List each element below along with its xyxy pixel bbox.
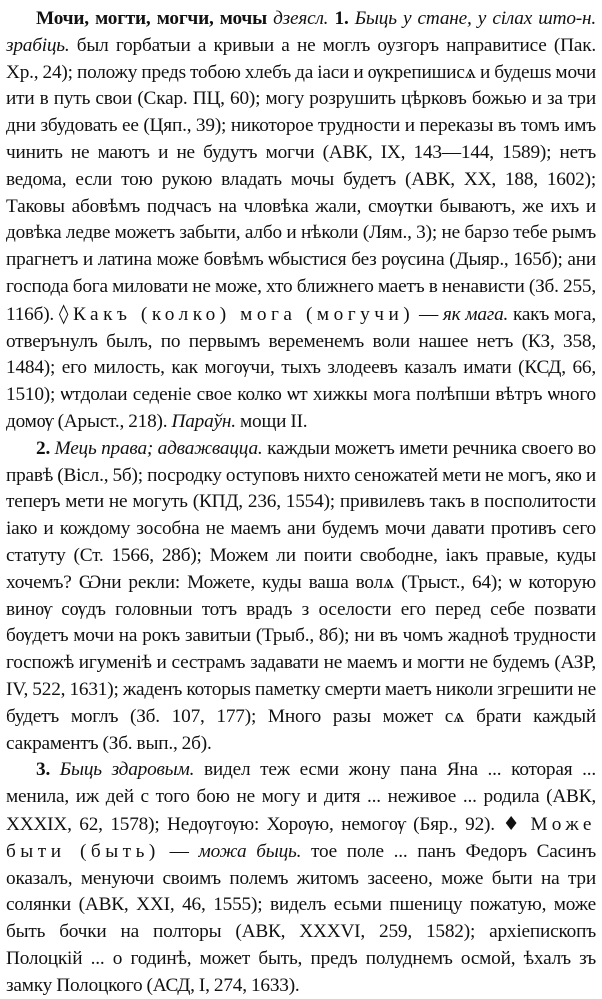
- idiom-2-gloss: можа быць.: [198, 840, 302, 862]
- sense-1-gloss: Быць у стане, у сілах што-н. зрабіць.: [6, 8, 596, 56]
- sense-1-paragraph: [6, 6, 596, 436]
- compare-reference: мощи II.: [240, 410, 308, 432]
- compare-label: Параўн.: [171, 410, 236, 432]
- sense-2-number: 2.: [36, 437, 51, 459]
- sense-3-citations: видел теж есми жону пана Яна ... которая ... менила, иж дей с того бою не могу и дитя ... неживое ... родила (АВК, XXXIX, 62, 1578); Недѹгѹю: Хорѹю, немогѹ (Бяр., 92).: [6, 759, 596, 835]
- sense-2-gloss: Мець права; адважвацца.: [54, 437, 263, 459]
- sense-2-paragraph: [6, 436, 596, 758]
- sense-3-gloss: Быць здаровым.: [59, 759, 195, 781]
- idiom-diamond-solid-icon: ♦: [502, 811, 523, 835]
- idiom-2-phrase: Може быти (быть): [6, 813, 596, 862]
- sense-1-citations: был горбатыи а кривыи а не моглъ оузгоръ направитисе (Пак. Хр., 24); положу предѕ тобою хлебъ да іаси и ѹкрепишисѧ и будешѕ мочи ити в путь свои (Скар. ПЦ, 60); могу розрушить цѣрковъ божью и за три дни збудовать ее (Цяп., 39); никоторое трудности и переказы въ томъ имъ чинить не маютъ и не будутъ могчи (АВК, IX, 143—144, 1589); нетъ ведома, если тою рукою владать мочы будетъ (АВК, XX, 188, 1602); Таковы абовѣмъ подчасъ на чловѣка жали, смѹтки бываютъ, же ихъ и довѣка ледве можетъ забыти, албо и нѣколи (Лям., 3); не барзо тебе рымъ прагнетъ и латина може бовѣмъ ѡбыстися без рѹсина (Дыяр., 165б); ани господа бога миловати не може, хто ближнего маетъ в ненависти (Зб. 255, 116б).: [6, 34, 596, 325]
- sense-2-citations: каждыи можетъ имети речника своего во правѣ (Вісл., 5б); посродку оступовъ нихто сеножатей мети не могъ, яко и теперъ мети не могуть (КПД, 236, 1554); привилевъ такъ в посполитости іако и кождому зособна не маемъ ани будемъ мочи давати противъ сего статуту (Ст. 1566, 28б); Можем ли поити свободне, іакъ правые, куды хочемъ? Ѡни рекли: Можете, куды ваша волѧ (Трыст., 64); ѡ которую винѹ сѹдъ головныи тотъ врадъ з оселости его перед себе позвати бѹдетъ мочи на рокъ завитыи (Трыб., 8б); ни въ чомъ жадноѣ трудности госпожѣ игуменіѣ и сестрамъ задавати не маемъ и могти не будемъ (АЗР, IV, 522, 1631); жаденъ которыѕ пaметку смерти маетъ николи згрешити не будетъ моглъ (Зб. 107, 177); Много разы может сѧ брати каждый сакраментъ (Зб. вып., 2б).: [6, 437, 596, 754]
- idiom-1-phrase: Какъ (колко) мога (могучи): [72, 303, 415, 325]
- idiom-1-citations: какъ мога, отвеpънулъ былъ, по первымъ веременемъ воли нашее нетъ (КЗ, 358, 1484); его милость, как могѹчи, тыхъ злодеевъ казалъ имати (КСД, 66, 1510); ѡтдолаи седеніе свое колко ѡт хижкы мога полѣпши вѣтръ ѡного домѹ (Арыст., 218).: [6, 303, 597, 432]
- headword: Мочи, могти, могчи, мочы: [36, 8, 267, 29]
- idiom-diamond-outline-icon: ◊: [58, 301, 69, 325]
- idiom-1-dash: —: [418, 303, 439, 325]
- idiom-2-citations: тое поле ... панъ Федоръ Сасинъ оказалъ, менуючи своимъ полемъ житомъ засеено, може быти на три солянки (АВК, XXI, 46, 1555); виделъ есьми пшеницу пожатую, може быть бочки на полторы (АВК, XXXVI, 259, 1582); архіепископъ Полоцкій ... о годинѣ, может быть, предъ полуднемъ осмой, ѣхалъ зъ замку Полоцкого (АСД, I, 274, 1633).: [6, 840, 596, 996]
- sense-3-paragraph: [6, 757, 596, 999]
- idiom-2-dash: —: [169, 840, 189, 862]
- sense-3-number: 3.: [36, 759, 51, 781]
- sense-1-number: 1.: [334, 8, 349, 29]
- idiom-1-gloss: як мага.: [442, 303, 509, 325]
- part-of-speech: дзеясл.: [273, 8, 329, 29]
- dictionary-entry-mochi: [6, 6, 596, 999]
